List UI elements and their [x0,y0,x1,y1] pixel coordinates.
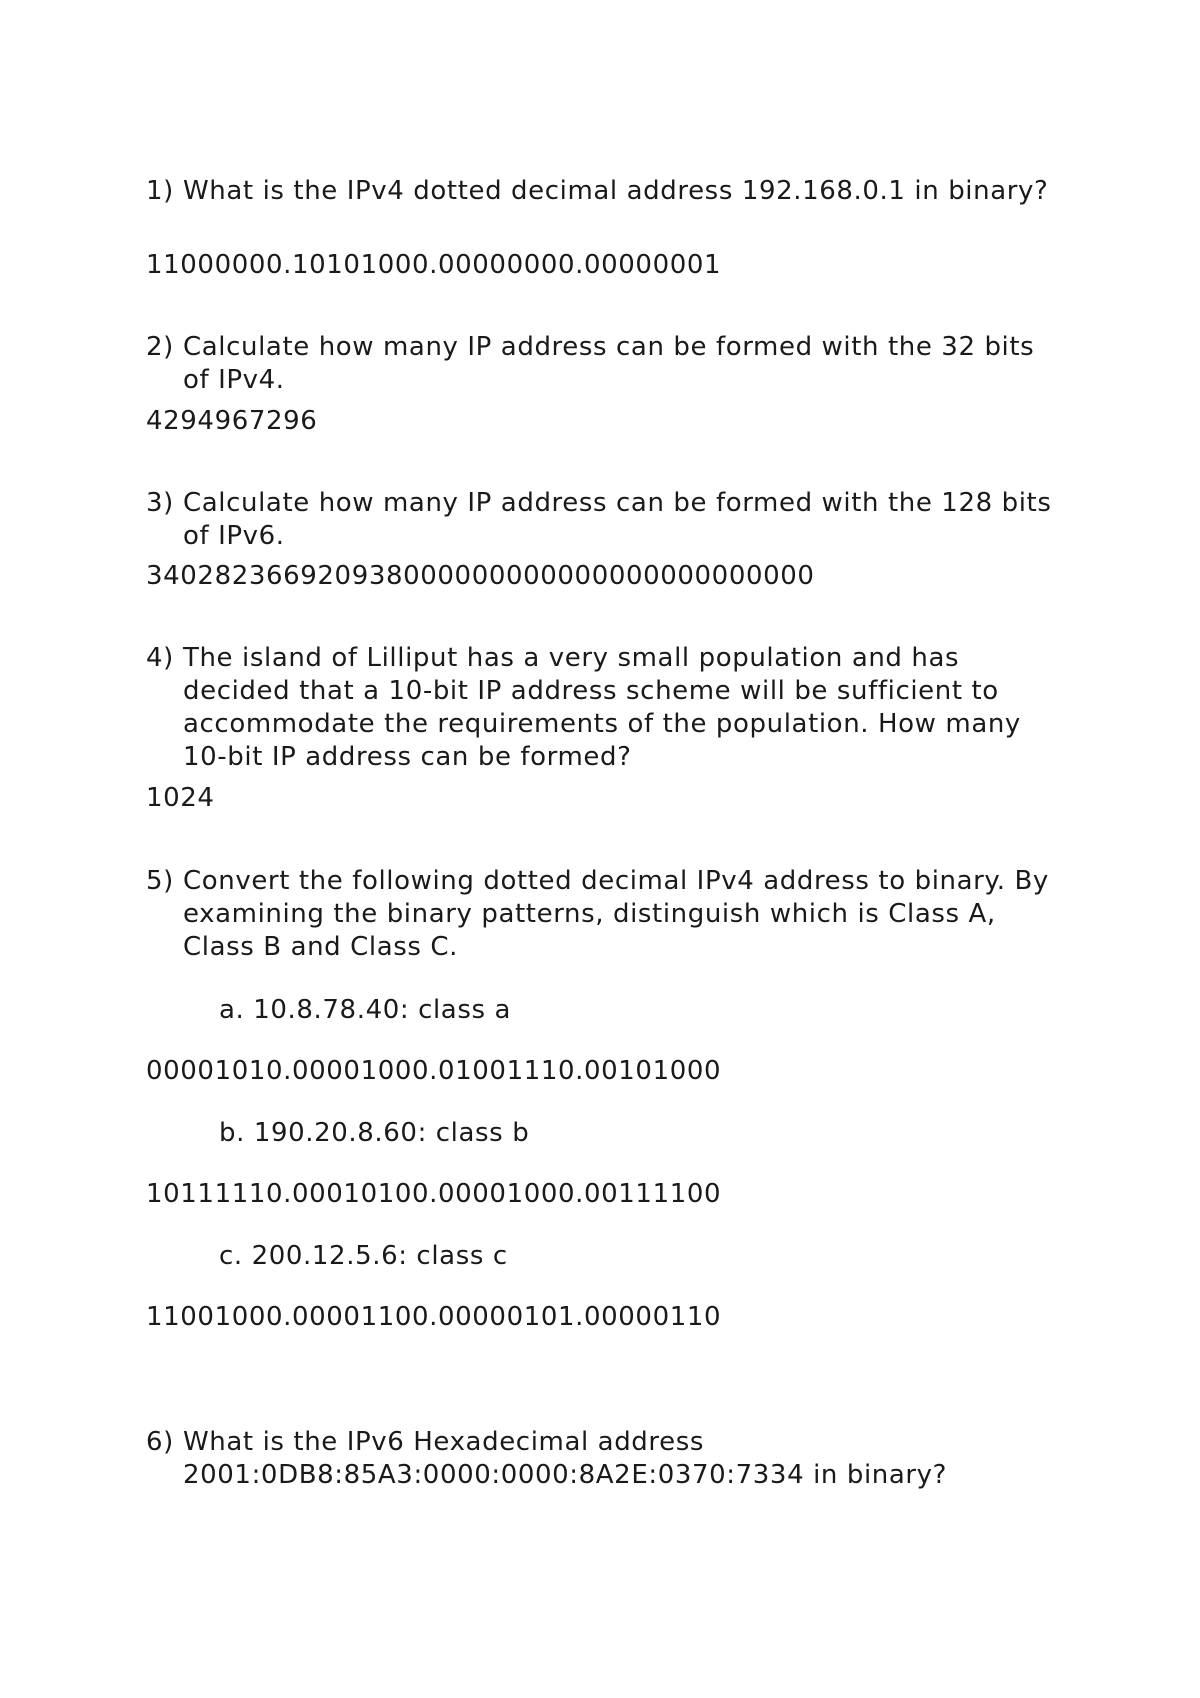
question-5-part-c: c. 200.12.5.6: class c [219,1241,508,1271]
question-number: 3) [146,488,174,518]
question-text: The island of Lilliput has a very small population and has decided that a 10-bit IP address scheme will be sufficient to accommodate the requirements of the population. How many 10-bit IP address can be formed? [183,643,1021,772]
question-2 [146,331,1066,397]
question-1 [146,175,1066,208]
question-number: 6) [146,1427,174,1457]
question-number: 2) [146,332,174,362]
question-number: 5) [146,866,174,896]
answer-3: 340282366920938000000000000000000000000 [146,561,815,591]
answer-1: 11000000.10101000.00000000.00000001 [146,250,722,280]
answer-5a: 00001010.00001000.01001110.00101000 [146,1056,722,1086]
question-text: What is the IPv6 Hexadecimal address 2001:0DB8:85A3:0000:0000:8A2E:0370:7334 in binary? [183,1427,948,1490]
question-number: 1) [146,176,174,206]
question-text: What is the IPv4 dotted decimal address 192.168.0.1 in binary? [183,176,1049,206]
question-5 [146,865,1066,964]
question-6 [146,1426,1066,1492]
answer-5c: 11001000.00001100.00000101.00000110 [146,1302,722,1332]
question-5-part-a: a. 10.8.78.40: class a [219,995,512,1025]
question-4 [146,642,1066,774]
question-text: Calculate how many IP address can be formed with the 128 bits of IPv6. [183,488,1052,551]
question-5-part-b: b. 190.20.8.60: class b [219,1118,530,1148]
question-number: 4) [146,643,174,673]
answer-2: 4294967296 [146,406,318,436]
answer-4: 1024 [146,783,215,813]
question-text: Convert the following dotted decimal IPv4 address to binary. By examining the binary patterns, distinguish which is Class A, Class B and Class C. [183,866,1049,962]
question-text: Calculate how many IP address can be formed with the 32 bits of IPv4. [183,332,1035,395]
question-3 [146,487,1066,553]
answer-5b: 10111110.00010100.00001000.00111100 [146,1179,722,1209]
